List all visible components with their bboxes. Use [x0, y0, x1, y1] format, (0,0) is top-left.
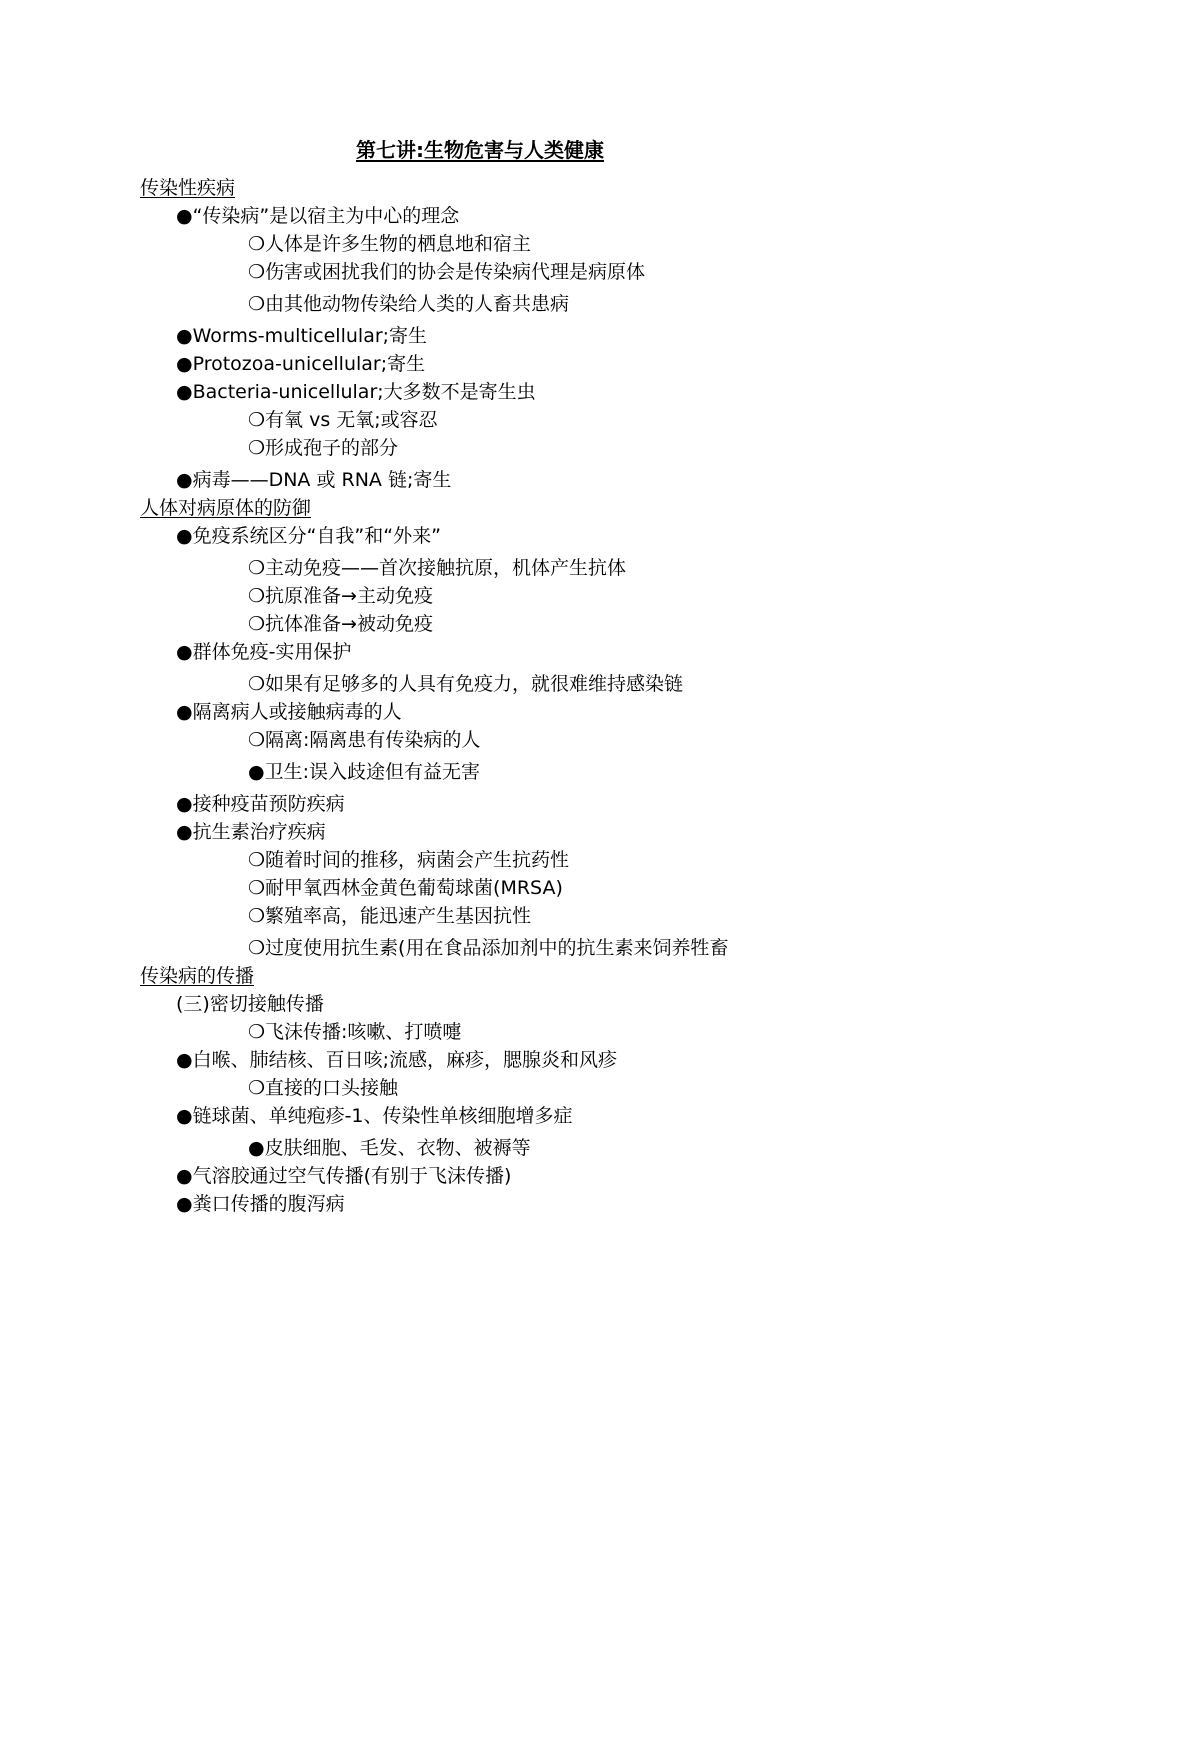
- list-item: ●白喉、肺结核、百日咳;流感，麻疹，腮腺炎和风疹: [176, 1049, 617, 1071]
- list-item: ●链球菌、单纯疱疹-1、传染性单核细胞增多症: [176, 1105, 573, 1127]
- list-item: ●接种疫苗预防疾病: [176, 793, 345, 815]
- sub-list-item: ❍直接的口头接触: [248, 1077, 399, 1099]
- sub-list-item: ❍隔离:隔离患有传染病的人: [248, 729, 481, 751]
- sub-list-item: ❍由其他动物传染给人类的人畜共患病: [248, 293, 570, 315]
- list-item: ●病毒——DNA 或 RNA 链;寄生: [176, 469, 452, 491]
- list-item: ●抗生素治疗疾病: [176, 821, 326, 843]
- sub-list-item: ●卫生:误入歧途但有益无害: [248, 761, 480, 783]
- section: [140, 962, 1040, 1218]
- page-title: 第七讲:生物危害与人类健康: [356, 138, 604, 162]
- sub-list-item: ❍抗体准备→被动免疫: [248, 613, 433, 635]
- sub-list-item: ❍随着时间的推移，病菌会产生抗药性: [248, 849, 570, 871]
- list-item: ●“传染病”是以宿主为中心的理念: [176, 205, 460, 227]
- section-heading: 传染病的传播: [140, 965, 255, 987]
- list-item: ●群体免疫-实用保护: [176, 641, 352, 663]
- section: [140, 494, 1040, 962]
- sub-list-item: ❍飞沫传播:咳嗽、打喷嚏: [248, 1021, 462, 1043]
- sub-list-item: ●皮肤细胞、毛发、衣物、被褥等: [248, 1137, 531, 1159]
- sub-list-item: ❍抗原准备→主动免疫: [248, 585, 433, 607]
- sub-list-item: ❍繁殖率高，能迅速产生基因抗性: [248, 905, 532, 927]
- section: [140, 174, 1040, 494]
- sub-list-item: ❍有氧 vs 无氧;或容忍: [248, 409, 438, 431]
- list-item: ●Worms-multicellular;寄生: [176, 325, 428, 347]
- sub-list-item: ❍人体是许多生物的栖息地和宿主: [248, 233, 532, 255]
- list-item: (三)密切接触传播: [176, 993, 324, 1015]
- document-body: [140, 174, 1040, 1218]
- list-item: ●隔离病人或接触病毒的人: [176, 701, 402, 723]
- sub-list-item: ❍主动免疫——首次接触抗原，机体产生抗体: [248, 557, 627, 579]
- sub-list-item: ❍伤害或困扰我们的协会是传染病代理是病原体: [248, 261, 646, 283]
- section-heading: 传染性疾病: [140, 177, 236, 199]
- sub-list-item: ❍耐甲氧西林金黄色葡萄球菌(MRSA): [248, 877, 563, 899]
- sub-list-item: ❍形成孢子的部分: [248, 437, 399, 459]
- list-item: ●粪口传播的腹泻病: [176, 1193, 345, 1215]
- list-item: ●气溶胶通过空气传播(有别于飞沫传播): [176, 1165, 512, 1187]
- sub-list-item: ❍过度使用抗生素(用在食品添加剂中的抗生素来饲养牲畜: [248, 937, 729, 959]
- sub-list-item: ❍如果有足够多的人具有免疫力，就很难维持感染链: [248, 673, 684, 695]
- section-heading: 人体对病原体的防御: [140, 497, 312, 519]
- list-item: ●Bacteria-unicellular;大多数不是寄生虫: [176, 381, 536, 403]
- list-item: ●Protozoa-unicellular;寄生: [176, 353, 426, 375]
- list-item: ●免疫系统区分“自我”和“外来”: [176, 525, 441, 547]
